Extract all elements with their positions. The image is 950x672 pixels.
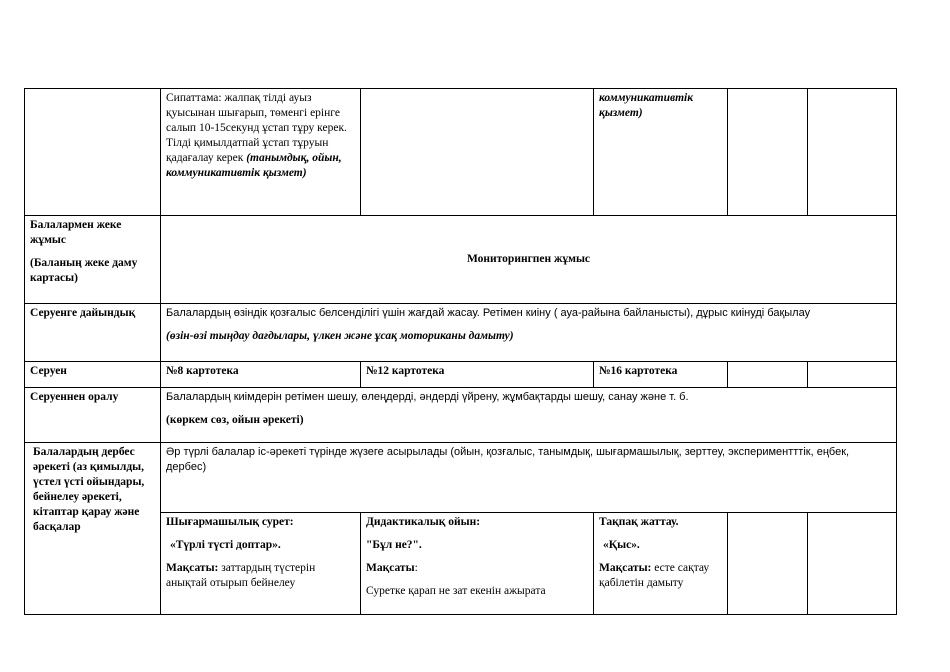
row-sublabel: (Баланың жеке даму картасы)	[30, 257, 138, 284]
goal-text: Суретке қарап не зат екенін ажырата	[366, 585, 546, 597]
goal-label: Мақсаты:	[599, 562, 652, 574]
table-row	[25, 443, 897, 513]
goal-label: Мақсаты	[366, 562, 415, 574]
cell-text: Балалардың киімдерін ретімен шешу, өлеңдерді, әндерді үйрену, жұмбақтарды шешу, санау және т. б.	[166, 391, 689, 403]
activity-tag: (танымдық, ойын, коммуникативтік қызмет)	[166, 152, 342, 179]
table-cell	[728, 89, 808, 216]
table-cell	[161, 443, 897, 513]
row-label: Балалардың дербес әрекеті (аз қимылды, үстел үсті ойындары, бейнелеу әрекеті, кітаптар қарау және басқалар	[25, 443, 161, 615]
table-cell	[808, 362, 897, 388]
monitoring-cell: Мониторингпен жұмыс	[161, 216, 897, 304]
table-cell	[594, 89, 728, 216]
row-label: Серуен	[25, 362, 161, 388]
row-label: Серуеннен оралу	[25, 388, 161, 443]
cell-text: Әр түрлі балалар іс-әрекеті түрінде жүзеге асырылады (ойын, қозғалыс, танымдық, шығармашылық, зерттеу, экспериментттік, еңбек, дербес)	[166, 446, 850, 473]
table-cell	[728, 362, 808, 388]
activity-subtitle: «Түрлі түсті доптар».	[170, 539, 281, 551]
card-file-8: №8 картотека	[161, 362, 361, 388]
cell-text: Балалардың өзіндік қозғалыс белсенділігі үшін жағдай жасау. Ретімен киіну ( ауа-райына байланысты), дұрыс киінуді бақылау	[166, 307, 811, 319]
table-row	[25, 304, 897, 362]
activity-tag: (өзін-өзі тыңдау дағдылары, үлкен және ұсақ моториканы дамыту)	[166, 330, 514, 342]
activity-subtitle: «Қыс».	[603, 539, 640, 551]
card-file-16: №16 картотека	[594, 362, 728, 388]
table-cell	[808, 89, 897, 216]
activity-title: Тақпақ жаттау.	[599, 516, 679, 528]
goal-text: есте сақтау қабілетін дамыту	[599, 562, 710, 589]
row-label: Серуенге дайындық	[25, 304, 161, 362]
table-row	[25, 362, 897, 388]
activity-title: Дидактикалық ойын:	[366, 516, 481, 528]
daily-plan-table	[24, 88, 897, 615]
activity-title: Шығармашылық сурет:	[166, 516, 294, 528]
activity-cell-poem	[594, 513, 728, 615]
card-file-12: №12 картотека	[361, 362, 594, 388]
table-cell	[161, 304, 897, 362]
exercise-description: Сипаттама: жалпақ тілді ауыз қуысынан шығарып, төменгі ерінге салып 10-15секунд ұстап тұру керек. Тілді қимылдатпай ұстап тұруын қадағалау керек	[166, 92, 347, 164]
table-row	[25, 388, 897, 443]
table-cell	[361, 89, 594, 216]
goal-label: Мақсаты:	[166, 562, 219, 574]
table-row	[25, 216, 897, 304]
activity-subtitle: "Бұл не?".	[366, 539, 422, 551]
row-label-cell	[25, 216, 161, 304]
table-row	[25, 89, 897, 216]
table-cell	[161, 89, 361, 216]
activity-cell-drawing	[161, 513, 361, 615]
row-label: Балалармен жеке жұмыс	[30, 219, 122, 246]
table-cell	[161, 388, 897, 443]
table-cell	[808, 513, 897, 615]
goal-colon: :	[414, 562, 418, 574]
table-cell	[728, 513, 808, 615]
goal-text: заттардың түстерін анықтай отырып бейнелеу	[166, 562, 316, 589]
activity-tag: (көркем сөз, ойын әрекеті)	[166, 414, 304, 426]
activity-tag: коммуникативтік қызмет)	[599, 92, 694, 119]
table-cell	[25, 89, 161, 216]
activity-cell-game	[361, 513, 594, 615]
